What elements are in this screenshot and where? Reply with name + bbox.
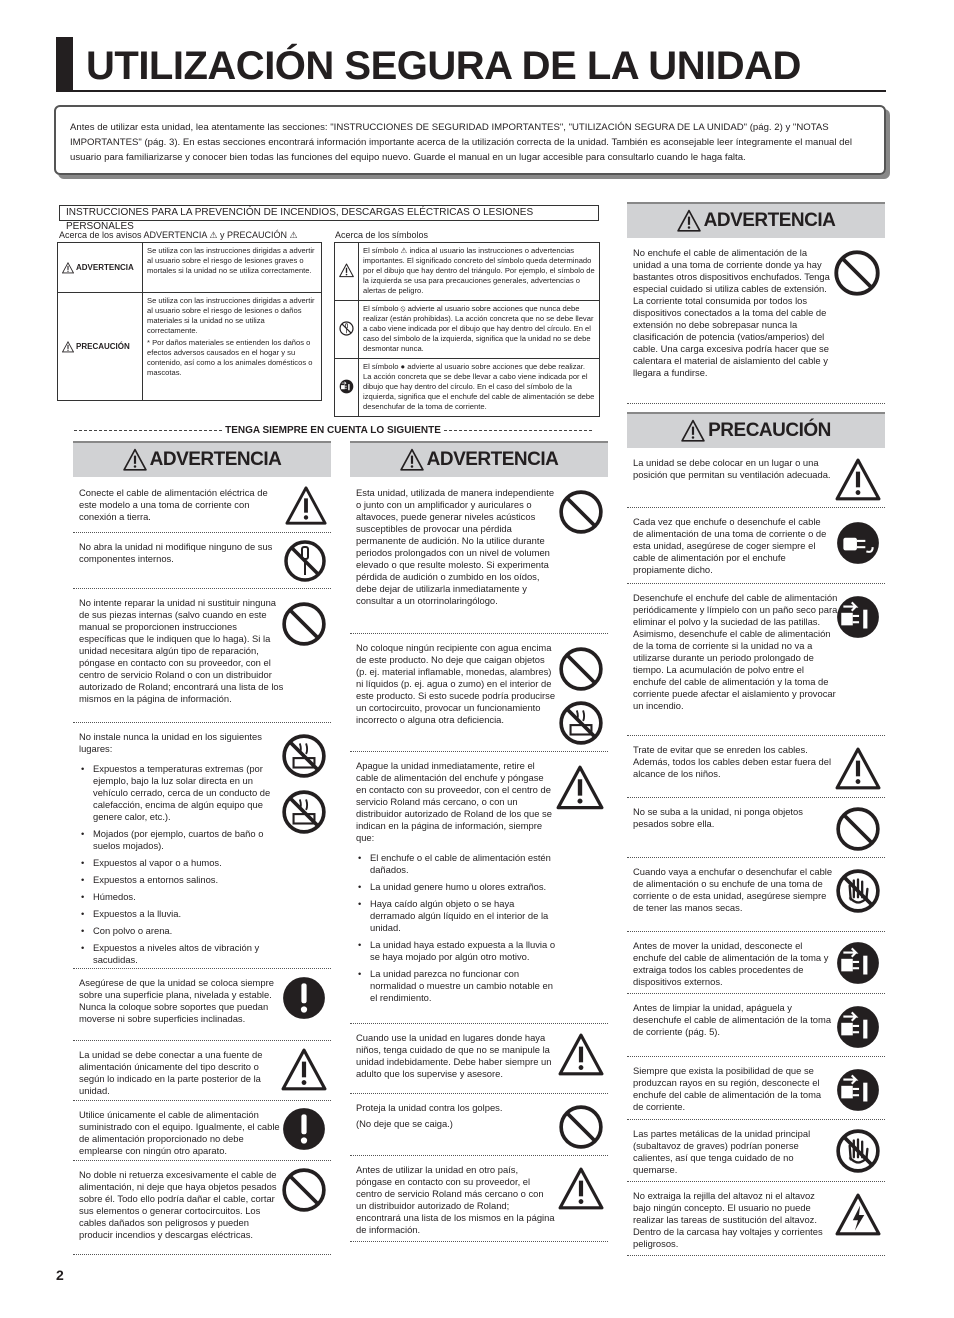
prohibited-icon — [281, 1167, 327, 1213]
warning-icon — [339, 263, 354, 278]
warning-icon — [281, 1047, 327, 1093]
warning-icon — [835, 746, 881, 792]
symbol-circle-desc: El símbolo ⦸ advierte al usuario sobre acciones que nunca debe realizar (están prohibidas). La acción concreta que no se debe llevar a cabo viene indicada por el dibujo que hay dentro del círculo. En el caso del símbolo de la izquierda, significa que la unidad no se debe desmontar nunca. — [359, 301, 600, 359]
warning-icon — [681, 419, 705, 443]
no-disassemble-icon — [283, 539, 327, 583]
intro-box: Antes de utilizar esta unidad, lea atentamente las secciones: "INSTRUCCIONES DE SEGURIDAD IMPORTANTES", "UTILIZACIÓN SEGURA DE LA UNIDAD" (pág. 2) y "NOTAS IMPORTANTES" (pág. 3). En estas secciones encontrará información importante acerca de la utilización correcta de la unidad. También es aconsejable leer íntegramente el manual del usuario para familiarizarse y conocer bien todas las funciones del equipo nuevo. Guarde el manual en un lugar accesible para consultarlo cuando le haga falta. — [54, 105, 886, 175]
simbolos-caption: Acerca de los símbolos — [335, 230, 429, 240]
col3-item-5: No se suba a la unidad, ni ponga objetos pesados sobre ella. — [627, 798, 885, 858]
col3-item-6: Cuando vaya a enchufar o desenchufar el cable de alimentación o su enchufe de una toma de corriente o de esta unidad, asegúrese siempre de tener las manos secas. — [627, 858, 885, 932]
warning-icon — [556, 764, 604, 812]
symbol-triangle-desc: El símbolo ⚠ indica al usuario las instrucciones o advertencias importantes. El significado concreto del símbolo queda determinado por el dibujo que hay dentro del triángulo. Por ejemplo, el símbolo de la izquierda se usa para precauciones generales, advertencias o alertas de peligro. — [359, 243, 600, 301]
symbol-filled-desc: El símbolo ● advierte al usuario sobre acciones que debe realizar. La acción concreta que se debe llevar a cabo viene indicada por el dibujo que hay dentro del círculo. En el caso del símbolo de la izquierda, significa que el enchufe del cable de alimentación se debe desenchufar de la toma de corriente. — [359, 359, 600, 417]
mandatory-icon — [281, 1106, 327, 1152]
mandatory-icon — [281, 975, 327, 1021]
unplug-icon — [835, 1067, 881, 1113]
unplug-icon — [835, 594, 881, 640]
prohibited-icon — [835, 806, 881, 852]
page-title: UTILIZACIÓN SEGURA DE LA UNIDAD — [86, 44, 801, 88]
col3-item-3: Desenchufe el enchufe del cable de alimentación periódicamente y límpielo con un paño seco para eliminar el polvo y la suciedad de las patillas. Asimismo, desenchufe el cable de alimentación de la toma de corriente si la unidad no va a utilizarse durante un periodo prolongado de tiempo. La acumulación de polvo entre el enchufe del cable de alimentación y la toma de corriente puede afectar el aislamiento y provocar un incendio. — [627, 584, 885, 736]
warning-icon — [835, 457, 881, 503]
tenga-text: TENGA SIEMPRE EN CUENTA LO SIGUIENTE — [225, 425, 441, 436]
precaucion-desc: Se utiliza con las instrucciones dirigidas a advertir al usuario sobre el riesgo de lesiones o daños materiales si la unidad no se utiliza correctamente. — [147, 296, 315, 335]
warning-icon — [677, 209, 701, 233]
precaucion-band: PRECAUCIÓN — [627, 412, 885, 448]
warning-icon — [558, 1032, 604, 1078]
col2-item-5: Proteja la unidad contra los golpes. (No deje que se caiga.) — [350, 1094, 608, 1156]
col2-item-2: No coloque ningún recipiente con agua encima de este producto. No deje que caigan objetos (p. ej. material inflamable, monedas, alambres) ni líquidos (p. ej. agua o zumo) en el interior de este producto. Si esto sucede podría producirse un cortocircuito, provocar un funcionamiento incorrecto o alguna otra deficiencia. — [350, 634, 608, 752]
warning-icon — [558, 1166, 604, 1212]
avisos-table — [57, 242, 322, 401]
advertencia-band-3: ADVERTENCIA — [627, 202, 885, 238]
advertencia-label: ADVERTENCIA — [76, 262, 134, 272]
no-water-icon — [281, 789, 327, 835]
col1-item-8: No doble ni retuerza excesivamente el cable de alimentación, ni deje que haya objetos pesados sobre él. Todo ello podría dañar el cable, cortar sus elementos o generar cortocircuitos. Los cables dañados son peligrosos y pueden producir incendios y descargas eléctricas. — [73, 1161, 331, 1255]
col3-item-4: Trate de evitar que se enreden los cables. Además, todos los cables deben estar fuera del alcance de los niños. — [627, 736, 885, 798]
warning-icon — [123, 448, 147, 472]
title-bar-accent — [56, 37, 73, 91]
no-water-icon — [281, 733, 327, 779]
col2-item-1: Esta unidad, utilizada de manera independiente o junto con un amplificador y auriculares o altavoces, puede generar niveles acústicos susceptibles de provocar una pérdida permanente de audición. No la utilice durante periodos prolongados con un nivel de volumen elevado o que resulte molesto. Si experimenta pérdida de audición o zumbido en los oídos, debe dejar de utilizarla inmediatamente y consultar a un otorrinolaringólogo. — [350, 479, 608, 634]
electric-shock-icon — [835, 1192, 881, 1238]
wet-hand-prohibited-icon — [835, 868, 881, 914]
prohibited-icon — [558, 489, 604, 535]
prohibited-icon — [281, 601, 327, 647]
no-liquids-icon — [558, 700, 604, 746]
col3-item-11: No extraiga la rejilla del altavoz ni el altavoz bajo ningún concepto. El usuario no puede realizar las tareas de sustitución del altavoz. Dentro de la carcasa hay voltajes y corrientes peligrosos. — [627, 1182, 885, 1256]
col2-item-4: Cuando use la unidad en lugares donde haya niños, tenga cuidado de que no se manipule la unidad indebidamente. Debe haber siempre un adulto que los supervise y asesore. — [350, 1024, 608, 1094]
col1-item-1: Conecte el cable de alimentación eléctrica de este modelo a una toma de corriente con conexión a tierra. — [73, 479, 331, 533]
col1-item-2: No abra la unidad ni modifique ninguno de sus componentes internos. — [73, 533, 331, 589]
title-rule — [56, 90, 886, 92]
prohibited-icon — [558, 1104, 604, 1150]
no-disassemble-icon — [339, 321, 354, 336]
avisos-caption: Acerca de los avisos ADVERTENCIA ⚠ y PRECAUCIÓN ⚠ — [59, 230, 298, 240]
col1-item-7: Utilice únicamente el cable de alimentación suministrado con el equipo. Igualmente, el cable de alimentación proporcionado no debe emplearse con ningún otro aparato. — [73, 1101, 331, 1161]
precaucion-label: PRECAUCIÓN — [76, 341, 130, 351]
hot-surface-icon — [835, 1128, 881, 1174]
page-number: 2 — [56, 1267, 64, 1283]
simbolos-table — [334, 242, 600, 417]
col2-item-3: Apague la unidad inmediatamente, retire el cable de alimentación del enchufe y póngase en contacto con su proveedor, con el centro de servicio Roland más cercano, o con un distribuidor autorizado de Roland de los que se indican en la página de información, siempre que: • El enchufe o el cable de alimentación estén dañados. • La unidad genere humo u olores extraños. • Haya caído algún objeto o se haya derramado algún líquido en el interior de la unidad. • La unidad haya estado expuesta a la lluvia o se haya mojado por algún otro motivo. • La unidad parezca no funcionar con normalidad o muestre un cambio notable en el rendimiento. — [350, 752, 608, 1024]
unplug-icon — [835, 1004, 881, 1050]
precaucion-note: * Por daños materiales se entienden los daños o efectos adversos causados en el hogar y su contenido, así como a los animales domésticos o mascotas. — [147, 338, 313, 377]
col1-item-5: Asegúrese de que la unidad se coloca siempre sobre una superficie plana, nivelada y estable. Nunca la coloque sobre soportes que puedan moverse ni sobre superficies inclinadas. — [73, 969, 331, 1041]
col3-adv-item: No enchufe el cable de alimentación de la unidad a una toma de corriente donde ya hay bastantes otros dispositivos enchufados. Tenga especial cuidado si utiliza cables de extensión. La corriente total consumida por todos los dispositivos conectados a la toma del cable de extensión no debe sobrepasar nunca la clasificación de potencia (vatios/amperios) del cable. Una carga excesiva podría hacer que se calentara el material de aislamiento del cable y llegara a fundirse. — [627, 239, 885, 404]
col3-item-9: Siempre que exista la posibilidad de que se produzcan rayos en su región, desconecte el enchufe del cable de alimentación de la toma de corriente. — [627, 1057, 885, 1120]
unplug-icon — [339, 379, 354, 394]
warning-icon — [62, 341, 74, 353]
col2-item-6: Antes de utilizar la unidad en otro país, póngase en contacto con su proveedor, el centro de servicio Roland más cercano o con un distribuidor autorizado de Roland; encontrará una lista de los mismos en la página de información. — [350, 1156, 608, 1242]
col1-item-4: No instale nunca la unidad en los siguientes lugares: • Expuestos a temperaturas extremas (por ejemplo, bajo la luz solar directa en un vehículo cerrado, cerca de un conducto de calefacción, encima de algún equipo que genere calor, etc.). • Mojados (por ejemplo, cuartos de baño o suelos mojados). • Expuestos al vapor o a humos. • Expuestos a entornos salinos. • Húmedos. • Expuestos a la lluvia. • Con polvo o arena. • Expuestos a niveles altos de vibración y sacudidas. — [73, 723, 331, 969]
section-title: INSTRUCCIONES PARA LA PREVENCIÓN DE INCENDIOS, DESCARGAS ELÉCTRICAS O LESIONES PERSONALES — [59, 205, 599, 221]
col3-item-10: Las partes metálicas de la unidad principal (subaltavoz de graves) podrían ponerse calientes, así que tenga cuidado de no quemarse. — [627, 1120, 885, 1182]
col1-item-6: La unidad se debe conectar a una fuente de alimentación únicamente del tipo descrito o según lo indicado en la parte posterior de la unidad. — [73, 1041, 331, 1101]
warning-icon — [285, 485, 327, 527]
warning-icon — [400, 448, 424, 472]
warning-icon — [62, 262, 74, 274]
prohibited-icon — [833, 249, 881, 297]
plug-icon — [835, 520, 881, 566]
advertencia-band-2: ADVERTENCIA — [350, 441, 608, 477]
advertencia-desc: Se utiliza con las instrucciones dirigidas a advertir al usuario sobre el riesgo de lesiones graves o mortales si la unidad no se utiliza correctamente. — [143, 243, 322, 293]
col3-item-7: Antes de mover la unidad, desconecte el enchufe del cable de alimentación de la toma y extraiga todos los cables procedentes de dispositivos externos. — [627, 932, 885, 994]
col3-item-2: Cada vez que enchufe o desenchufe el cable de alimentación de una toma de corriente o de esta unidad, asegúrese de coger siempre el cable de alimentación por el enchufe propiamente dicho. — [627, 508, 885, 584]
tenga-heading — [58, 424, 608, 438]
prohibited-icon — [558, 646, 604, 692]
advertencia-band-1: ADVERTENCIA — [73, 441, 331, 477]
unplug-icon — [835, 940, 881, 986]
col1-item-3: No intente reparar la unidad ni sustituir ninguna de sus piezas internas (salvo cuando en este manual se proporcionen instrucciones específicas que le indiquen que lo haga). Si la unidad necesitara algún tipo de reparación, póngase en contacto con su proveedor, con el centro de servicio Roland o con un distribuidor autorizado de Roland; encontrará una lista de los mismos en la página de información. — [73, 589, 331, 723]
col3-item-8: Antes de limpiar la unidad, apáguela y desenchufe el cable de alimentación de la toma de corriente (pág. 5). — [627, 994, 885, 1057]
col3-item-1: La unidad se debe colocar en un lugar o una posición que permitan su ventilación adecuada. — [627, 449, 885, 508]
